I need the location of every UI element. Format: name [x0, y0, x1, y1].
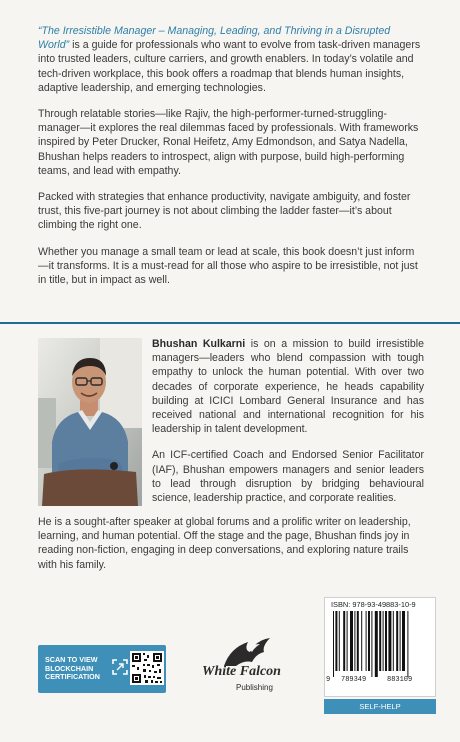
barcode-digits-left: 789349	[341, 676, 367, 684]
blurb-paragraph-3: Packed with strategies that enhance productivity, navigate ambiguity, and foster trust, this five-part journey is not about climbing the ladder faster—it’s about climbing the right one.	[38, 191, 411, 232]
blurb-paragraph-2: Through relatable stories—like Rajiv, the high-performer-turned-struggling-manager—it explores the real dilemmas faced by professionals. With frameworks inspired by Peter Drucker, Ronal Heifetz, Amy Edmondson, and Satya Nadella, Bhushan helps readers to introspect, align with purpose, build high-performing teams, and lead with empathy.	[38, 108, 419, 177]
author-bio-paragraph-2: An ICF-certified Coach and Endorsed Senior Facilitator (IAF), Bhushan empowers managers and senior leaders to lead through disruption by bridging behavioural science, leadership practice, and corporate realities.	[152, 449, 424, 505]
section-divider	[0, 322, 460, 324]
isbn-number: ISBN: 978-93-49883-10-9	[331, 600, 416, 609]
blurb-paragraph-4: Whether you manage a small team or lead at scale, this book doesn’t just inform—it transforms. It is a must-read for all those who aspire to be irresistible, not just in title, but in impact as well.	[38, 245, 418, 287]
author-photo-illustration	[38, 338, 142, 506]
qr-code[interactable]	[130, 651, 164, 685]
scan-label: SCAN TO VIEW BLOCKCHAIN CERTIFICATION	[45, 655, 100, 682]
blurb-paragraph-1	[38, 24, 424, 95]
publisher-logo	[190, 636, 298, 700]
author-bio-paragraph-3: He is a sought-after speaker at global forums and a prolific writer on leadership, learning, and human potential. Off the stage and the page, Bhushan finds joy in reading non-fiction, engaging in deep conversations, and exploring nature trails with his family.	[38, 516, 411, 571]
publisher-subtitle: Publishing	[236, 683, 273, 692]
blurb-text: is a guide for professionals who want to evolve from task-driven managers into trusted leaders, culture carriers, and growth enablers. In today’s volatile and tech-driven workplace, this book offers a roadmap that blends human insights, adaptive leadership, and emerging technologies.	[38, 39, 421, 94]
author-bio-paragraph-1	[152, 337, 424, 436]
author-name: Bhushan Kulkarni	[152, 338, 246, 350]
barcode-digits-right: 883109	[387, 676, 413, 684]
scan-icon	[112, 659, 128, 675]
author-bio-text: is on a mission to build irresistible managers—leaders who blend compassion with tough empathy to unlock the human potential. With over two decades of corporate experience, he heads capability building at ICICI Lombard General Insurance and has received national and international recognition for his leadership in talent development.	[152, 338, 424, 436]
barcode-digit-prefix: 9	[326, 676, 331, 684]
publisher-wordmark: White Falcon	[202, 664, 281, 679]
barcode-bars	[331, 611, 429, 677]
author-photo	[38, 338, 142, 506]
author-bio-bottom	[38, 515, 424, 572]
genre-label: SELF-HELP	[324, 699, 436, 714]
isbn-barcode	[324, 597, 436, 697]
blockchain-certification-badge[interactable]	[38, 645, 166, 693]
back-cover-blurb	[38, 24, 424, 299]
book-title-quote: “The Irresistible Manager – Managing, Leading, and Thriving in a Disrupted World”	[38, 25, 391, 52]
author-bio-top	[152, 337, 424, 517]
